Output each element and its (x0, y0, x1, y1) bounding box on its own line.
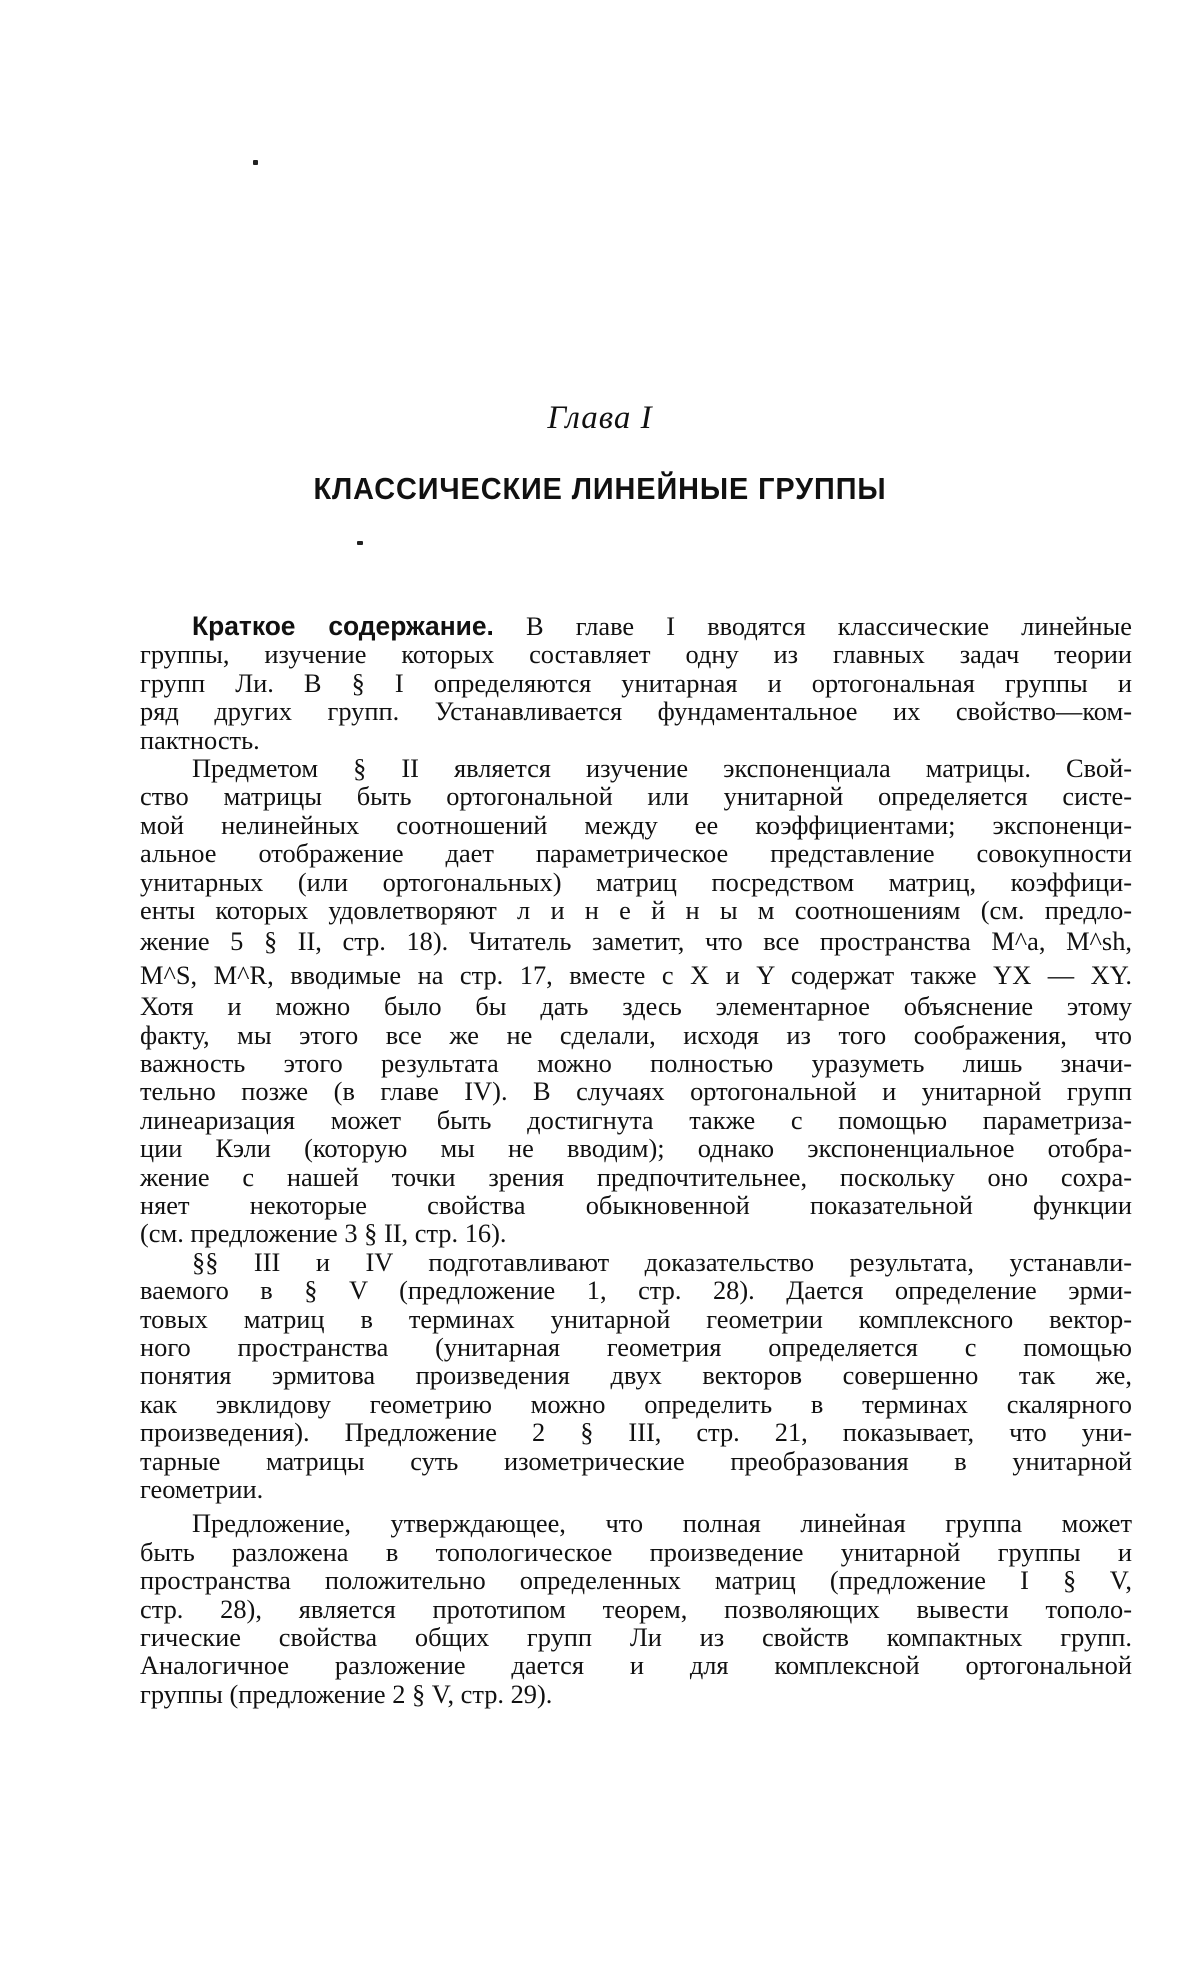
text-line: произведения). Предложение 2 § III, стр. 21, показывает, что уни- (140, 1417, 1132, 1448)
text-line: линеаризация может быть достигнута также с помощью параметриза- (140, 1104, 1132, 1135)
text-line: Предметом § II является изучение экспоненциала матрицы. Свой- (192, 752, 1132, 783)
text-line: понятия эрмитова произведения двух векторов совершенно так же, (140, 1360, 1132, 1391)
text-line: мой нелинейных соотношений между ее коэффициентами; экспоненци- (140, 809, 1132, 840)
text-line: (см. предложение 3 § II, стр. 16). (140, 1218, 507, 1249)
text-line: тельно позже (в главе IV). В случаях ортогональной и унитарной групп (140, 1076, 1132, 1107)
chapter-summary (140, 612, 1132, 1708)
text-line: енты которых удовлетворяют л и н е й н ы м соотношениям (см. предло- (140, 894, 1132, 925)
text-line: товых матриц в терминах унитарной геометрии комплексного вектор- (140, 1303, 1132, 1334)
text-line: альное отображение дает параметрическое представление совокупности (140, 838, 1132, 869)
text-line: как эвклидову геометрию можно определить в терминах скалярного (140, 1388, 1132, 1419)
summary-lead: Краткое содержание. (192, 611, 494, 641)
text-line: факту, мы этого все же не сделали, исходя из того соображения, что (140, 1019, 1132, 1050)
text-line: Краткое содержание. В главе I вводятся классические линейные (192, 611, 1132, 641)
text-line: группы, изучение которых составляет одну из главных задач теории (140, 639, 1132, 670)
text-line: жение 5 § II, стр. 18). Читатель заметит, что все пространства M^a, M^sh, (140, 926, 1132, 957)
text-line: пространства положительно определенных матриц (предложение I § V, (140, 1565, 1132, 1596)
text-line: ряд других групп. Устанавливается фундаментальное их свойство—ком- (140, 696, 1132, 727)
text-line: группы (предложение 2 § V, стр. 29). (140, 1678, 553, 1709)
text-line: ство матрицы быть ортогональной или унитарной определяется систе- (140, 781, 1132, 812)
text-line: ного пространства (унитарная геометрия определяется с помощью (140, 1331, 1132, 1362)
text-line: §§ III и IV подготавливают доказательство результата, устанавли- (192, 1246, 1132, 1277)
chapter-title: КЛАССИЧЕСКИЕ ЛИНЕЙНЫЕ ГРУППЫ (313, 471, 887, 506)
text-line: няет некоторые свойства обыкновенной показательной функции (140, 1190, 1132, 1221)
text-line: тарные матрицы суть изометрические преобразования в унитарной (140, 1445, 1132, 1476)
text-line: Хотя и можно было бы дать здесь элементарное объяснение этому (140, 991, 1132, 1022)
text-line: M^S, M^R, вводимые на стр. 17, вместе с X и Y содержат также YX — XY. (140, 960, 1132, 991)
chapter-label: Глава I (547, 400, 653, 436)
text-line: пактность. (140, 724, 260, 755)
text-line: важность этого результата можно полностью уразуметь лишь значи- (140, 1048, 1132, 1079)
text-line: унитарных (или ортогональных) матриц посредством матриц, коэффици- (140, 866, 1132, 897)
text-line: групп Ли. В § I определяются унитарная и ортогональная группы и (140, 667, 1132, 698)
text-line: быть разложена в топологическое произведение унитарной группы и (140, 1536, 1132, 1567)
text-line: Аналогичное разложение дается и для комплексной ортогональной (140, 1650, 1132, 1681)
text-line: гические свойства общих групп Ли из свойств компактных групп. (140, 1621, 1132, 1652)
text-line: ваемого в § V (предложение 1, стр. 28). Дается определение эрми- (140, 1275, 1132, 1306)
text-line: ции Кэли (которую мы не вводим); однако экспоненциальное отобра- (140, 1133, 1132, 1164)
print-speck (253, 160, 258, 165)
text-line: стр. 28), является прототипом теорем, позволяющих вывести тополо- (140, 1593, 1132, 1624)
print-speck (357, 541, 363, 545)
text-line: геометрии. (140, 1473, 264, 1504)
text-line: Предложение, утверждающее, что полная линейная группа может (192, 1508, 1132, 1539)
text-line: жение с нашей точки зрения предпочтительнее, поскольку оно сохра- (140, 1161, 1132, 1192)
